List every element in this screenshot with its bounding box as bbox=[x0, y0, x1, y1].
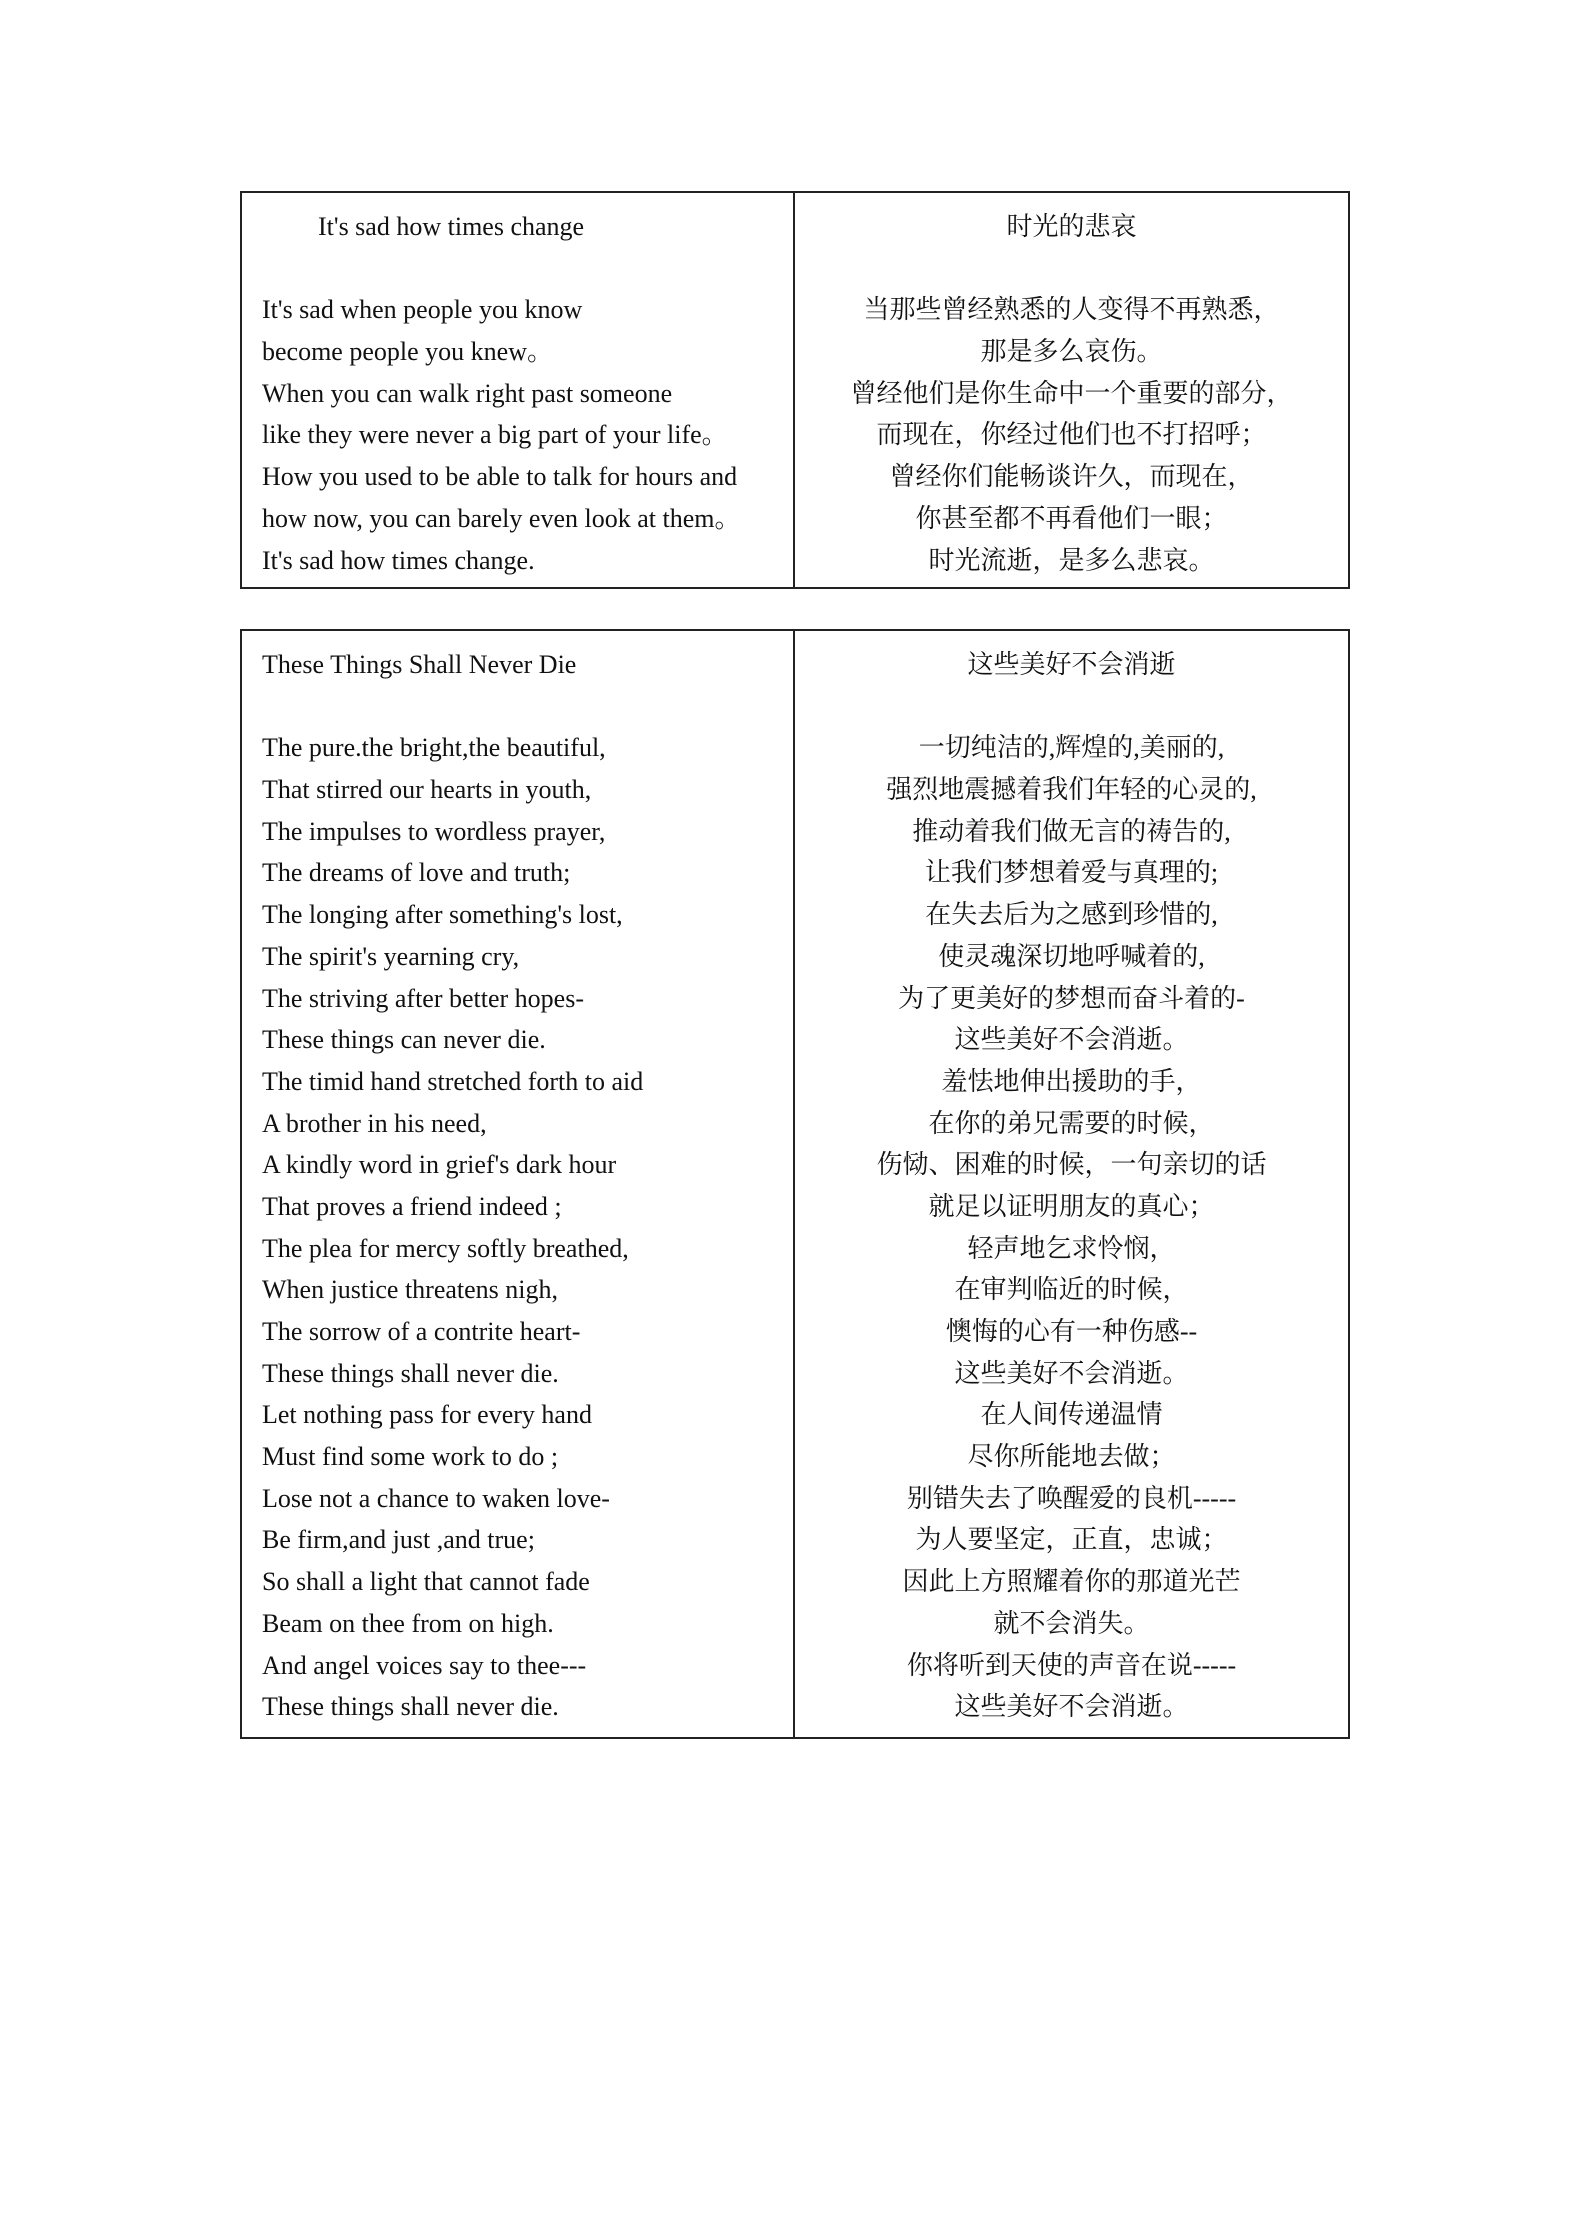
poem-line: Beam on thee from on high. bbox=[262, 1608, 554, 1638]
poem-line: When you can walk right past someone bbox=[262, 378, 673, 408]
poem-line: 在你的弟兄需要的时候， bbox=[928, 1108, 1215, 1138]
poem-line: It's sad when people you know bbox=[262, 295, 583, 325]
english-lines bbox=[262, 289, 793, 581]
poem-line: 当那些曾经熟悉的人变得不再熟悉， bbox=[863, 295, 1280, 325]
poem-line: The impulses to wordless prayer, bbox=[262, 816, 606, 846]
poem-line: Must find some work to do ; bbox=[262, 1442, 559, 1472]
poem-line: 强烈地震撼着我们年轻的心灵的, bbox=[886, 775, 1257, 805]
poem-line: 你将听到天使的声音在说----- bbox=[906, 1650, 1237, 1680]
poem-table-1 bbox=[240, 191, 1350, 589]
poem-line: When justice threatens nigh, bbox=[262, 1275, 559, 1305]
poem-line: A brother in his need, bbox=[262, 1108, 487, 1138]
poem-line: 使灵魂深切地呼喊着的, bbox=[938, 941, 1205, 971]
poem-line: 就不会消失。 bbox=[993, 1608, 1150, 1638]
poem-line: 这些美好不会消逝。 bbox=[954, 1025, 1189, 1055]
poem-line: These things can never die. bbox=[262, 1025, 546, 1055]
poem-line: 为了更美好的梦想而奋斗着的- bbox=[898, 983, 1245, 1013]
poem-line: Lose not a chance to waken love- bbox=[262, 1483, 610, 1513]
poem-line: 在人间传递温情 bbox=[980, 1400, 1163, 1430]
poem-line: like they were never a big part of your life。 bbox=[262, 420, 728, 450]
poem-line: 因此上方照耀着你的那道光芒 bbox=[902, 1567, 1241, 1597]
poem-line: A kindly word in grief's dark hour bbox=[262, 1150, 617, 1180]
english-column bbox=[242, 193, 795, 587]
poem-line: Let nothing pass for every hand bbox=[262, 1400, 592, 1430]
chinese-column bbox=[795, 193, 1348, 587]
poem-line: 羞怯地伸出援助的手， bbox=[941, 1066, 1202, 1096]
poem-line: The timid hand stretched forth to aid bbox=[262, 1066, 644, 1096]
poem-line: 让我们梦想着爱与真理的; bbox=[924, 858, 1219, 888]
poem-line: 这些美好不会消逝。 bbox=[954, 1358, 1189, 1388]
poem-line: 为人要坚定，正直，忠诚； bbox=[915, 1525, 1228, 1555]
poem-line: 轻声地乞求怜悯， bbox=[967, 1233, 1176, 1263]
chinese-title: 这些美好不会消逝 bbox=[967, 650, 1176, 679]
poem-line: 你甚至都不再看他们一眼； bbox=[915, 503, 1228, 533]
poem-line: Be firm,and just ,and true; bbox=[262, 1525, 535, 1555]
poem-line: become people you knew。 bbox=[262, 337, 553, 367]
chinese-column bbox=[795, 631, 1348, 1737]
poem-line: The pure.the bright,the beautiful, bbox=[262, 733, 606, 763]
poem-line: The longing after something's lost, bbox=[262, 900, 623, 930]
poem-line: 在审判临近的时候， bbox=[954, 1275, 1189, 1305]
poem-line: The spirit's yearning cry, bbox=[262, 941, 520, 971]
poem-line: 就足以证明朋友的真心； bbox=[928, 1191, 1215, 1221]
poem-line: 在失去后为之感到珍惜的, bbox=[925, 900, 1218, 930]
poem-table-2 bbox=[240, 629, 1350, 1739]
english-title: It's sad how times change bbox=[318, 212, 585, 241]
poem-line: How you used to be able to talk for hours and bbox=[262, 462, 738, 492]
poem-line: That proves a friend indeed ; bbox=[262, 1191, 562, 1221]
poem-line: These things shall never die. bbox=[262, 1692, 559, 1722]
poem-line: 推动着我们做无言的祷告的, bbox=[912, 816, 1231, 846]
poem-line: 曾经你们能畅谈许久，而现在， bbox=[889, 462, 1254, 492]
poem-line: The striving after better hopes- bbox=[262, 983, 584, 1013]
poem-line: That stirred our hearts in youth, bbox=[262, 775, 592, 805]
poem-line: The sorrow of a contrite heart- bbox=[262, 1317, 581, 1346]
poem-line: 尽你所能地去做； bbox=[967, 1442, 1176, 1472]
chinese-lines bbox=[795, 289, 1348, 581]
poem-line: The plea for mercy softly breathed, bbox=[262, 1233, 629, 1263]
poem-line: 那是多么哀伤。 bbox=[980, 337, 1163, 367]
english-lines bbox=[262, 727, 793, 1728]
poem-line: 曾经他们是你生命中一个重要的部分， bbox=[850, 378, 1293, 408]
english-title: These Things Shall Never Die bbox=[262, 650, 577, 679]
english-column bbox=[242, 631, 795, 1737]
poem-line: how now, you can barely even look at them。 bbox=[262, 503, 741, 533]
poem-line: 懊悔的心有一种伤感-- bbox=[945, 1317, 1198, 1346]
poem-line: It's sad how times change. bbox=[262, 545, 535, 575]
poem-line: 伤恸、困难的时候，一句亲切的话 bbox=[876, 1150, 1267, 1180]
poem-line: And angel voices say to thee--- bbox=[262, 1650, 587, 1680]
poem-line: 而现在，你经过他们也不打招呼； bbox=[876, 420, 1267, 450]
chinese-lines bbox=[795, 727, 1348, 1728]
chinese-title: 时光的悲哀 bbox=[1006, 212, 1137, 241]
poem-line: These things shall never die. bbox=[262, 1358, 559, 1388]
poem-line: 时光流逝，是多么悲哀。 bbox=[928, 545, 1215, 575]
poem-line: The dreams of love and truth; bbox=[262, 858, 571, 888]
poem-line: 这些美好不会消逝。 bbox=[954, 1692, 1189, 1722]
poem-line: So shall a light that cannot fade bbox=[262, 1567, 590, 1597]
poem-line: 别错失去了唤醒爱的良机----- bbox=[906, 1483, 1237, 1513]
poem-line: 一切纯洁的,辉煌的,美丽的, bbox=[918, 733, 1225, 763]
